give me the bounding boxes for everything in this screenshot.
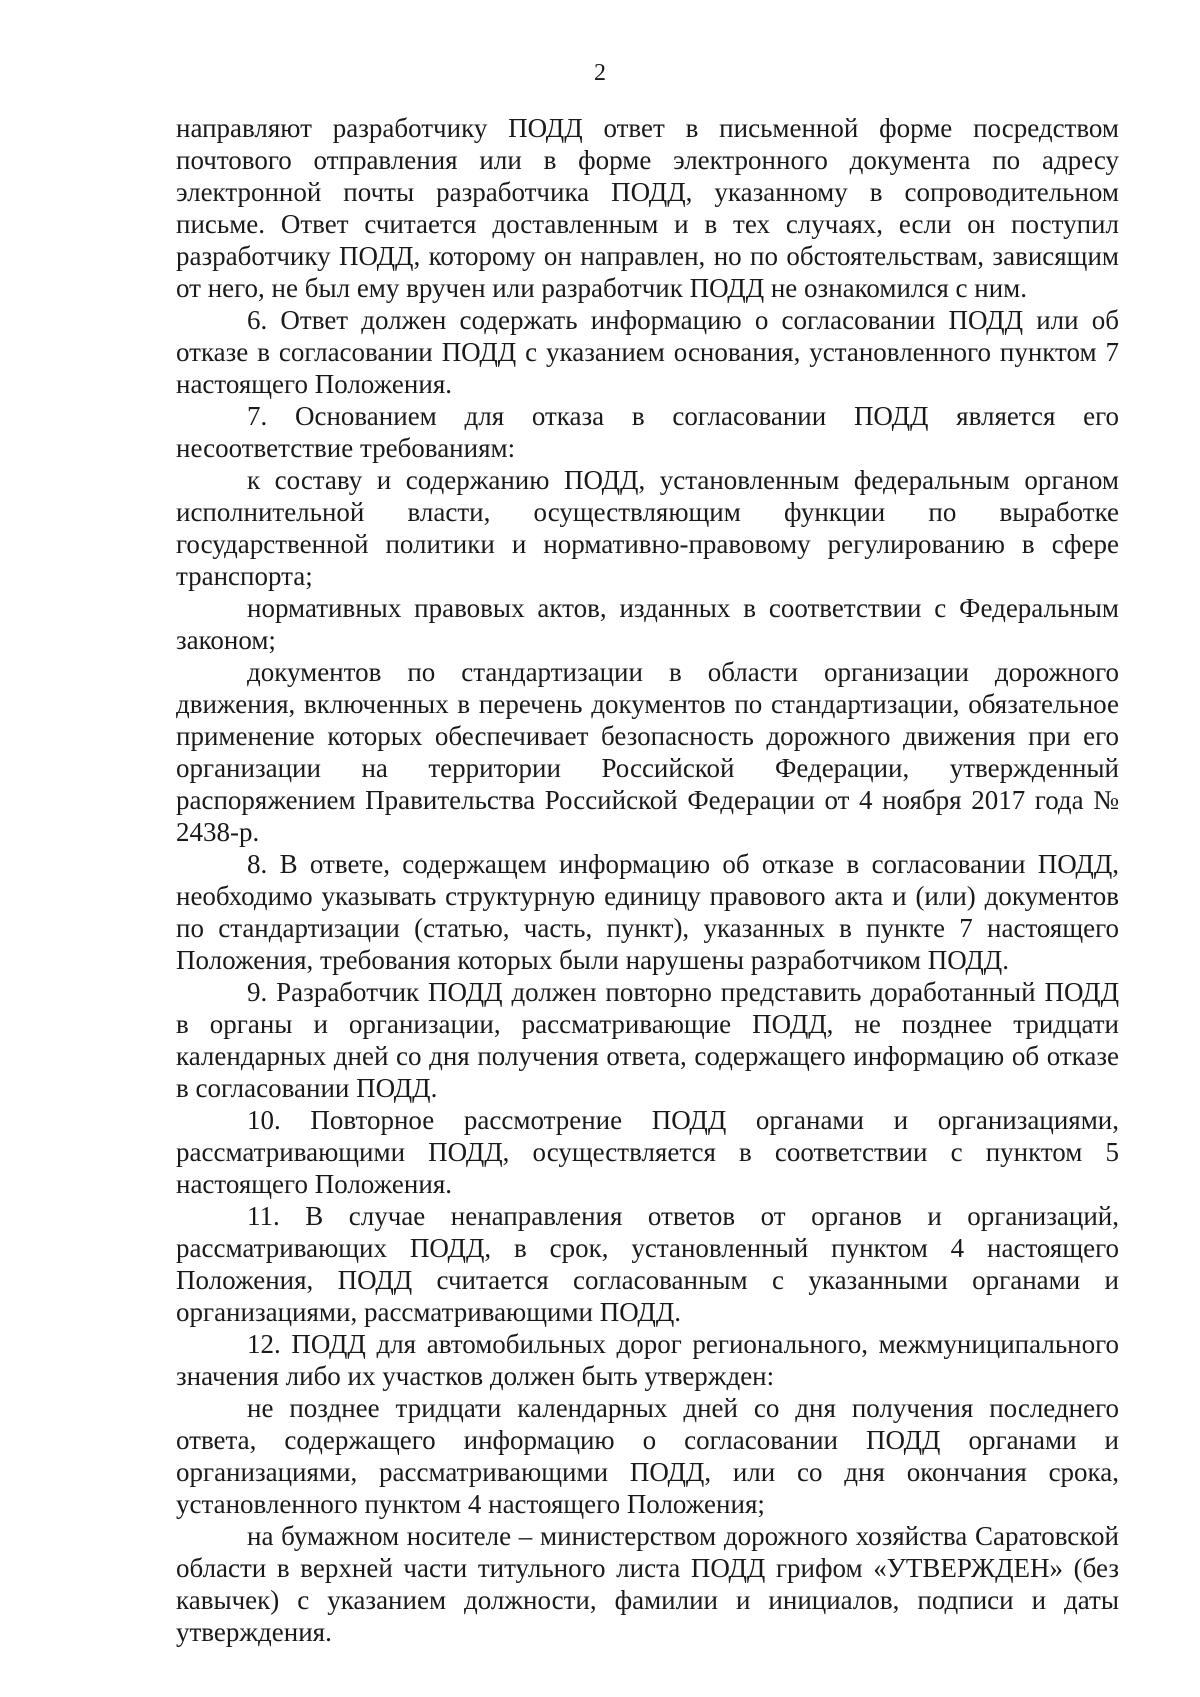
document-body (176, 112, 1119, 1648)
paragraph-item-12: 12. ПОДД для автомобильных дорог регионального, межмуниципального значения либо их участков должен быть утвержден: (176, 1329, 1119, 1391)
paragraph-item-9: 9. Разработчик ПОДД должен повторно представить доработанный ПОДД в органы и организации, рассматривающие ПОДД, не позднее тридцати календарных дней со дня получения ответа, содержащего информацию об отказе в согласовании ПОДД. (176, 977, 1119, 1103)
paragraph-item-11: 11. В случае ненаправления ответов от органов и организаций, рассматривающих ПОДД, в срок, установленный пунктом 4 настоящего Положения, ПОДД считается согласованным с указанными органами и организациями, рассматривающими ПОДД. (176, 1201, 1119, 1327)
paragraph-item-7: 7. Основанием для отказа в согласовании ПОДД является его несоответствие требованиям: (176, 401, 1119, 463)
paragraph-requirement-legal-acts: нормативных правовых актов, изданных в соответствии с Федеральным законом; (176, 593, 1119, 655)
paragraph-requirement-composition: к составу и содержанию ПОДД, установленным федеральным органом исполнительной власти, осуществляющим функции по выработке государственной политики и нормативно-правовому регулированию в сфере транспорта; (176, 465, 1119, 591)
paragraph-item-6: 6. Ответ должен содержать информацию о согласовании ПОДД или об отказе в согласовании ПОДД с указанием основания, установленного пунктом 7 настоящего Положения. (176, 305, 1119, 399)
paragraph-continuation: направляют разработчику ПОДД ответ в письменной форме посредством почтового отправления или в форме электронного документа по адресу электронной почты разработчика ПОДД, указанному в сопроводительном письме. Ответ считается доставленным и в тех случаях, если он поступил разработчику ПОДД, которому он направлен, но по обстоятельствам, зависящим от него, не был ему вручен или разработчик ПОДД не ознакомился с ним. (176, 113, 1119, 303)
paragraph-item-8: 8. В ответе, содержащем информацию об отказе в согласовании ПОДД, необходимо указывать структурную единицу правового акта и (или) документов по стандартизации (статью, часть, пункт), указанных в пункте 7 настоящего Положения, требования которых были нарушены разработчиком ПОДД. (176, 849, 1119, 975)
paragraph-requirement-standards: документов по стандартизации в области организации дорожного движения, включенных в перечень документов по стандартизации, обязательное применение которых обеспечивает безопасность дорожного движения при его организации на территории Российской Федерации, утвержденный распоряжением Правительства Российской Федерации от 4 ноября 2017 года № 2438-р. (176, 657, 1119, 847)
paragraph-approval-paper: на бумажном носителе – министерством дорожного хозяйства Саратовской области в верхней части титульного листа ПОДД грифом «УТВЕРЖДЕН» (без кавычек) с указанием должности, фамилии и инициалов, подписи и даты утверждения. (176, 1521, 1119, 1647)
paragraph-item-10: 10. Повторное рассмотрение ПОДД органами и организациями, рассматривающими ПОДД, осуществляется в соответствии с пунктом 5 настоящего Положения. (176, 1105, 1119, 1199)
paragraph-approval-deadline: не позднее тридцати календарных дней со дня получения последнего ответа, содержащего информацию о согласовании ПОДД органами и организациями, рассматривающими ПОДД, или со дня окончания срока, установленного пунктом 4 настоящего Положения; (176, 1393, 1119, 1519)
page-number: 2 (594, 60, 606, 86)
